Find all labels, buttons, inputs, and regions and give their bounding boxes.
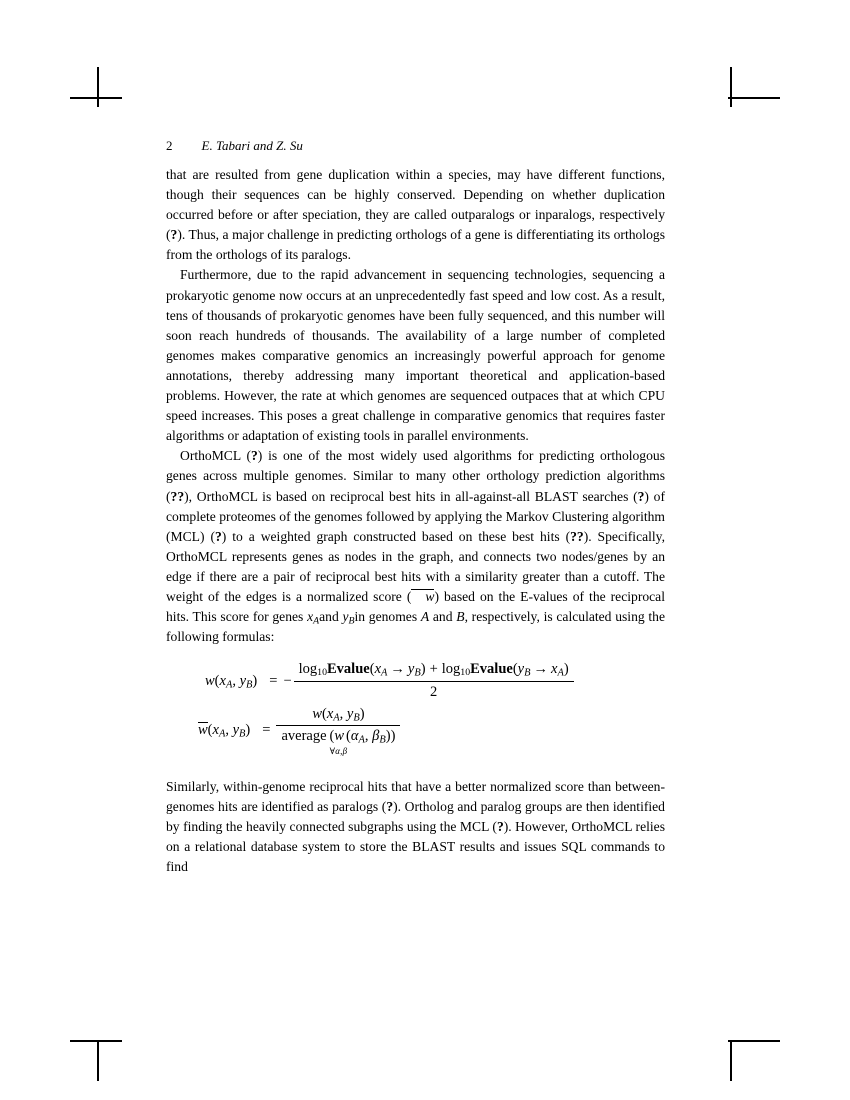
eq1-num-x2: x	[551, 661, 558, 678]
eq2-x: x	[212, 722, 219, 739]
paragraph-3-text-and2: and	[429, 609, 457, 625]
eq1-num-x1: x	[374, 661, 381, 678]
paragraph-3-text-g: ) based on the E-values of the reciprocal hits. This score for genes	[166, 588, 665, 625]
eq2-num-y-sub: B	[353, 712, 360, 724]
eq2-w-bar: w	[198, 722, 208, 739]
inline-math-x-subscript: A	[313, 615, 320, 627]
eq2-y-sub: B	[239, 728, 246, 740]
equation-1	[166, 661, 665, 701]
crop-mark-bottom-right-vertical	[730, 1041, 732, 1081]
eq2-den-open2: (	[346, 728, 351, 745]
eq1-num-y1: y	[407, 661, 415, 678]
eq2-den-w: w	[334, 728, 345, 745]
eq1-close-paren: )	[252, 672, 258, 689]
paragraph-1-text-a: that are resulted from gene duplication within a species, may have different functions, though their sequences can be highly conserved. Depending on whether duplication occurred before or after speciation, they are called outparalogs or inparalogs, respectively (	[166, 167, 665, 243]
eq1-fraction	[294, 661, 574, 701]
text-block	[166, 138, 665, 877]
equation-2	[166, 706, 665, 756]
crop-mark-top-right-horizontal	[728, 97, 780, 99]
crop-mark-top-right-vertical	[730, 67, 732, 107]
crop-mark-bottom-left-vertical	[97, 1041, 99, 1081]
forall-alpha: α	[335, 746, 341, 756]
running-head-authors: E. Tabari and Z. Su	[201, 138, 303, 153]
eq2-num-w: w	[312, 705, 322, 722]
eq1-equals: =	[269, 672, 278, 689]
paragraph-3-text-d: ) of complete proteomes of the genomes followed by applying the Markov Clustering algorithm (MCL) (	[166, 488, 666, 544]
eq1-num-open2: (	[512, 661, 518, 678]
eq1-log1: $\log_{10}$	[298, 661, 328, 679]
eq1-evalue2: Evalue	[470, 661, 513, 678]
paragraph-3-text-c: ), OrthoMCL is based on reciprocal best hits in all-against-all BLAST searches (	[184, 488, 638, 504]
forall-comma: ,	[340, 746, 343, 756]
eq1-numerator	[294, 661, 574, 681]
forall-beta: β	[342, 746, 348, 756]
inline-math-x: x	[307, 609, 314, 625]
eq2-den-open: (	[329, 728, 335, 745]
eq1-comma: ,	[232, 672, 240, 689]
eq1-plus: +	[429, 661, 438, 678]
eq1-arrow1: →	[390, 661, 405, 678]
eq2-alpha: α	[350, 728, 359, 745]
forall-symbol: ∀	[329, 746, 336, 756]
eq1-minus: −	[283, 672, 292, 689]
equation-1-left-hand-side	[205, 673, 257, 690]
eq2-num-comma: ,	[339, 705, 347, 722]
eq2-numerator	[307, 706, 369, 726]
equation-trailing-space	[166, 756, 665, 777]
eq2-den-close: )	[390, 728, 396, 745]
crop-mark-top-left-vertical	[97, 67, 99, 107]
citation-marker: ?	[214, 528, 222, 544]
eq2-num-close: )	[359, 705, 365, 722]
running-head	[166, 138, 665, 154]
eq2-beta: β	[372, 728, 380, 745]
inline-math-y-subscript: B	[348, 615, 355, 627]
crop-mark-top-left-horizontal	[70, 97, 122, 99]
crop-mark-bottom-left-horizontal	[70, 1040, 122, 1042]
eq1-log2: $\log_{10}$	[441, 661, 471, 679]
eq2-x-sub: A	[218, 728, 226, 740]
eq1-num-open1: (	[369, 661, 375, 678]
page-number: 2	[166, 138, 173, 153]
eq1-x: x	[219, 672, 226, 689]
citation-marker: ?	[637, 488, 645, 504]
paragraph-1	[166, 165, 665, 265]
citation-marker: ?	[496, 819, 504, 835]
inline-math-y: y	[342, 609, 349, 625]
eq2-num-x: x	[326, 705, 334, 722]
eq2-beta-sub: B	[379, 734, 386, 746]
citation-marker: ?	[386, 799, 394, 815]
eq1-log2-base: 10	[460, 667, 471, 679]
citation-marker: ??	[570, 528, 584, 544]
eq1-num-y1-sub: B	[414, 667, 421, 679]
eq2-average-operator: average	[281, 728, 327, 745]
paragraph-4	[166, 777, 665, 877]
eq1-w: w	[205, 672, 215, 689]
eq2-fraction	[276, 706, 400, 756]
eq2-num-open: (	[322, 705, 327, 722]
paragraph-3-text-f: ). Specifically, OrthoMCL represents genes as nodes in the graph, and connects two nodes/genes by an edge if there are a pair of reciprocal best hits with a similarity greater than a cutoff. The weight of the edges is a normalized score (	[166, 528, 665, 604]
eq2-equals: =	[262, 722, 271, 739]
eq2-denominator-main	[281, 728, 395, 746]
citation-marker: ?	[250, 448, 258, 464]
inline-math-w-bar: w	[411, 589, 434, 604]
paragraph-2: Furthermore, due to the rapid advancement in sequencing technologies, sequencing a prokaryotic genome now occurs at an unprecedentedly fast speed and low cost. As a result, tens of thousands of prokaryotic genomes have been fully sequenced, and this number will soon reach hundreds of thousands. The availability of a large number of completed genomes makes comparative genomics an increasingly powerful approach for genome annotations, thereby addressing many important theoretical and application-based problems. However, the rate at which genomes are sequenced outpaces that at which CPU speed increases. This poses a great challenge in comparative genomics that requires faster algorithms or adaptation of existing tools in parallel environments.	[166, 267, 665, 444]
paragraph-4-text-b: ). Ortholog and paralog groups are then identified by finding the heavily connected subgraphs using the MCL (	[166, 799, 665, 835]
eq2-close-paren: )	[245, 722, 251, 739]
eq2-den-close2: )	[385, 728, 391, 745]
equation-block	[166, 661, 665, 756]
eq1-num-y2: y	[517, 661, 525, 678]
paragraph-1-text-b: ). Thus, a major challenge in predicting orthologs of a gene is differentiating its orthologs from the orthologs of its paralogs.	[166, 227, 665, 263]
paragraph-3-text-b: ) is one of the most widely used algorithms for predicting orthologous genes across multiple genomes. Similar to many other orthology prediction algorithms (	[166, 448, 665, 504]
eq1-y-sub: B	[246, 679, 253, 691]
inline-math-genome-a: A	[420, 609, 430, 625]
eq1-open-paren: (	[214, 672, 220, 689]
paragraph-3	[166, 446, 665, 647]
paragraph-3-text-e: ) to a weighted graph constructed based on these best hits (	[221, 528, 571, 544]
citation-marker: ?	[170, 227, 178, 243]
eq1-x-sub: A	[225, 679, 233, 691]
eq2-forall-subscript	[330, 747, 348, 756]
paragraph-4-text-c: ). However, OrthoMCL relies on a relational database system to store the BLAST results and issues SQL commands to find	[166, 819, 665, 875]
eq1-denominator: 2	[430, 683, 438, 700]
eq2-den-comma: ,	[364, 728, 373, 745]
eq1-num-close1: )	[420, 661, 426, 678]
eq2-num-y: y	[346, 705, 354, 722]
eq1-num-close2: )	[563, 661, 569, 678]
eq2-denominator	[276, 726, 400, 756]
eq1-log1-base: 10	[317, 667, 328, 679]
inline-math-genome-b: B	[456, 609, 465, 625]
crop-mark-bottom-right-horizontal	[728, 1040, 780, 1042]
citation-marker: ??	[170, 488, 185, 504]
paragraph-3-text-h: in genomes	[354, 609, 421, 625]
eq2-num-x-sub: A	[333, 712, 340, 724]
paragraph-4-text-a: Similarly, within-genome reciprocal hits that have a better normalized score than between-genomes hits are identified as paralogs (	[166, 778, 665, 815]
eq1-num-x1-sub: A	[381, 667, 388, 679]
eq2-y: y	[232, 722, 240, 739]
eq2-alpha-sub: A	[358, 734, 365, 746]
paragraph-3-text-a: OrthoMCL (	[180, 448, 251, 464]
eq2-open-paren: (	[207, 722, 213, 739]
eq1-evalue1: Evalue	[327, 661, 370, 678]
equation-2-left-hand-side	[198, 722, 250, 739]
paragraph-3-text-i: , respectively, is calculated using the following formulas:	[166, 609, 665, 645]
eq1-num-x2-sub: A	[557, 667, 564, 679]
eq1-y: y	[239, 672, 247, 689]
eq1-num-y2-sub: B	[524, 667, 531, 679]
paragraph-3-text-and: and	[319, 609, 343, 625]
eq1-arrow2: →	[533, 661, 548, 678]
eq2-comma: ,	[225, 722, 233, 739]
